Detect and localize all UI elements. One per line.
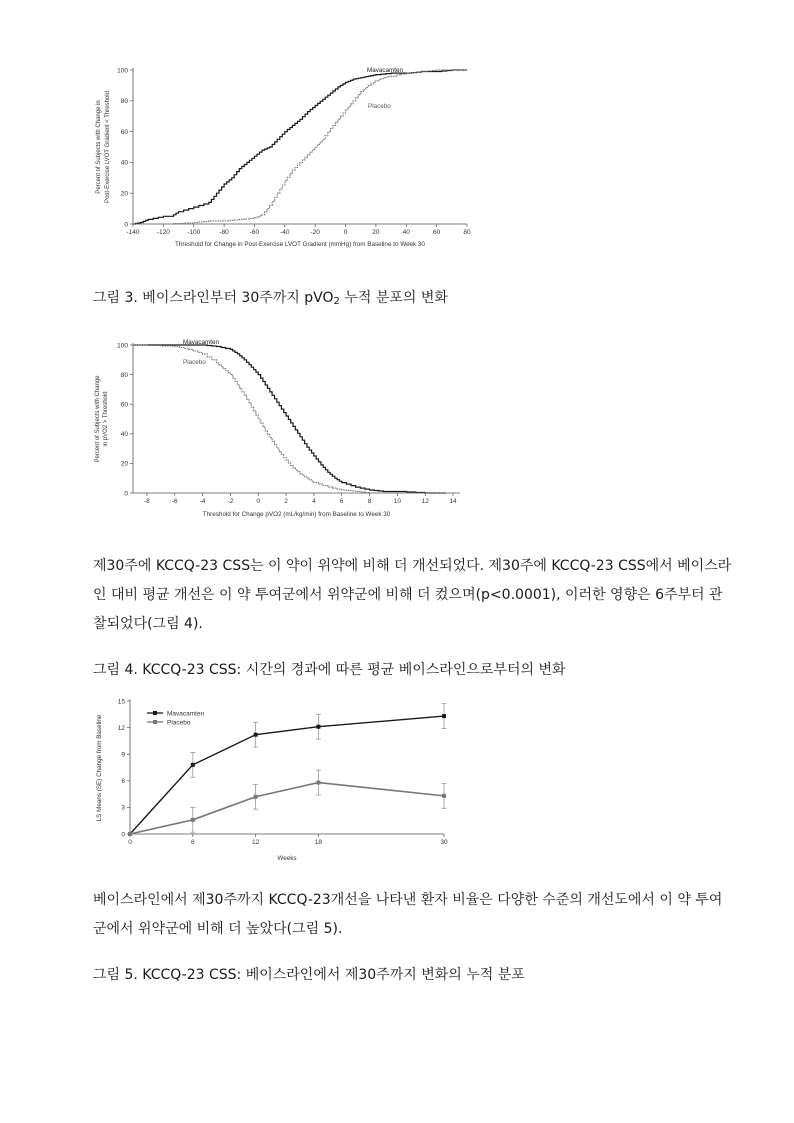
series-annotation: Placebo bbox=[368, 103, 391, 110]
x-tick-label: -100 bbox=[187, 229, 201, 236]
x-tick-label: 4 bbox=[312, 498, 316, 505]
y-tick-label: 6 bbox=[121, 778, 125, 786]
x-axis-label: Threshold for Change pVO2 (mL/kg/min) from Baseline to Week 30 bbox=[202, 511, 391, 518]
y-tick-label: 40 bbox=[120, 431, 128, 439]
x-tick-label: 8 bbox=[367, 498, 372, 505]
data-point-placebo bbox=[442, 794, 446, 798]
x-tick-label: 60 bbox=[433, 229, 441, 236]
x-axis-label: Weeks bbox=[277, 855, 297, 862]
y-tick-label: 60 bbox=[120, 401, 128, 409]
legend-marker bbox=[153, 720, 157, 724]
x-tick-label: 0 bbox=[343, 229, 348, 236]
x-tick-label: -2 bbox=[227, 498, 234, 505]
series-annotation: Mavacamten bbox=[367, 67, 404, 74]
x-tick-label: -4 bbox=[199, 498, 206, 505]
data-point-mavacamten bbox=[442, 714, 446, 718]
series-annotation: Mavacamten bbox=[183, 339, 220, 346]
y-tick-label: 60 bbox=[120, 128, 128, 136]
x-tick-label: -140 bbox=[126, 229, 140, 236]
data-point-placebo bbox=[254, 795, 258, 799]
y-tick-label: 0 bbox=[124, 490, 128, 498]
x-tick-label: 12 bbox=[251, 839, 260, 846]
y-tick-label: 100 bbox=[117, 342, 128, 350]
y-tick-label: 12 bbox=[117, 724, 125, 732]
legend-label: Placebo bbox=[167, 719, 191, 727]
x-tick-label: 6 bbox=[339, 498, 344, 505]
y-tick-label: 40 bbox=[120, 159, 128, 167]
y-axis-label: Percent of Subjects with Change bbox=[95, 375, 101, 463]
x-tick-label: -40 bbox=[280, 229, 290, 236]
x-tick-label: 20 bbox=[372, 229, 380, 236]
x-tick-label: -8 bbox=[144, 498, 150, 505]
figure-3-caption-subscript: 2 bbox=[333, 296, 340, 307]
y-tick-label: 9 bbox=[121, 751, 125, 759]
data-point-placebo bbox=[128, 832, 132, 836]
y-tick-label: 3 bbox=[121, 804, 125, 812]
figure-4-caption: 그림 4. KCCQ-23 CSS: 시간의 경과에 따른 평균 베이스라인으로부터의 변화 bbox=[93, 662, 566, 678]
x-tick-label: 12 bbox=[421, 498, 429, 505]
series-line-placebo bbox=[133, 70, 467, 224]
x-tick-label: 2 bbox=[284, 498, 288, 505]
data-point-placebo bbox=[316, 781, 320, 785]
y-axis-label: LS Means (SE) Change from Baseline bbox=[96, 714, 103, 822]
x-tick-label: -20 bbox=[310, 229, 320, 236]
y-axis-label: Post-Exercise LVOT Gradient < Threshold bbox=[105, 91, 111, 203]
x-tick-label: 30 bbox=[440, 839, 448, 846]
figure-3-caption-rest: 누적 분포의 변화 bbox=[339, 290, 448, 306]
x-tick-label: -80 bbox=[219, 229, 229, 236]
series-line-mavacamten bbox=[133, 70, 467, 224]
data-point-mavacamten bbox=[254, 733, 258, 737]
y-axis-label: Percent of Subjects with Change in bbox=[96, 100, 102, 194]
legend-label: Mavacamten bbox=[167, 710, 205, 718]
data-point-mavacamten bbox=[191, 763, 195, 767]
x-tick-label: 40 bbox=[402, 229, 410, 236]
x-tick-label: 0 bbox=[128, 839, 132, 846]
y-tick-label: 20 bbox=[120, 190, 128, 198]
figure-5-caption: 그림 5. KCCQ-23 CSS: 베이스라인에서 제30주까지 변화의 누적 분포 bbox=[93, 967, 525, 983]
y-tick-label: 80 bbox=[120, 371, 128, 379]
series-line-mavacamten bbox=[130, 716, 444, 834]
x-tick-label: -60 bbox=[249, 229, 260, 236]
figure-3-caption bbox=[93, 288, 448, 312]
y-tick-label: 20 bbox=[120, 460, 128, 468]
x-tick-label: -6 bbox=[171, 498, 178, 505]
x-tick-label: 14 bbox=[449, 498, 457, 505]
x-tick-label: 80 bbox=[463, 229, 471, 236]
y-tick-label: 0 bbox=[121, 831, 125, 839]
y-axis-label: in pVO2 > Threshold bbox=[103, 391, 109, 447]
data-point-placebo bbox=[191, 818, 195, 822]
chart-kccq-ls-means bbox=[90, 693, 470, 868]
paragraph-kccq-results: 제30주에 KCCQ-23 CSS는 이 약이 위약에 비해 더 개선되었다. 제30주에 KCCQ-23 CSS에서 베이스라인 대비 평균 개선은 이 약 투여군에서 위약군에 비해 더 컸으며(p<0.0001), 이러한 영향은 6주부터 관찰되었다(그림 4). bbox=[93, 558, 732, 632]
y-tick-label: 100 bbox=[117, 67, 128, 75]
y-tick-label: 15 bbox=[117, 698, 125, 706]
legend-marker bbox=[153, 711, 157, 715]
x-tick-label: 18 bbox=[314, 839, 323, 846]
y-tick-label: 80 bbox=[120, 98, 128, 106]
chart-lvot-cdf bbox=[90, 60, 480, 255]
series-line-placebo bbox=[130, 783, 444, 834]
x-tick-label: 0 bbox=[256, 498, 261, 505]
y-tick-label: 0 bbox=[124, 221, 128, 229]
figure-3-caption-text: 그림 3. 베이스라인부터 30주까지 pVO bbox=[93, 290, 334, 306]
x-tick-label: 6 bbox=[190, 839, 195, 846]
x-tick-label: 10 bbox=[393, 498, 402, 505]
data-point-mavacamten bbox=[316, 725, 320, 729]
paragraph-kccq-proportion: 베이스라인에서 제30주까지 KCCQ-23개선을 나타낸 환자 비율은 다양한 수준의 개선도에서 이 약 투여군에서 위약군에 비해 더 높았다(그림 5). bbox=[93, 892, 723, 937]
x-tick-label: -120 bbox=[156, 229, 170, 236]
series-annotation: Placebo bbox=[183, 359, 206, 366]
chart-pvo2-cdf bbox=[90, 333, 470, 523]
x-axis-label: Threshold for Change in Post-Exercise LVOT Gradient (mmHg) from Baseline to Week 30 bbox=[175, 241, 425, 248]
series-line-mavacamten bbox=[133, 345, 446, 493]
